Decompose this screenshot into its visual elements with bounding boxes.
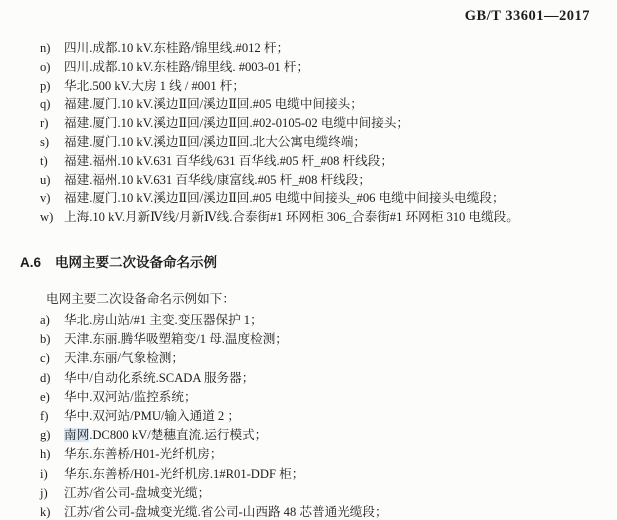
naming-example-row <box>40 369 388 388</box>
section-number: A.6 <box>20 255 42 270</box>
item-label: r) <box>40 116 49 131</box>
naming-example-row <box>40 349 388 368</box>
standard-number: GB/T 33601—2017 <box>464 8 590 24</box>
naming-example-row <box>40 484 388 503</box>
item-text: 华北.房山站/#1 主变.变压器保护 1； <box>64 313 263 327</box>
item-text: 华东.东善桥/H01-光纤机房.1#R01-DDF 柜； <box>64 466 305 481</box>
naming-example-row <box>40 114 519 133</box>
naming-example-list-a6 <box>40 311 388 520</box>
item-label: a) <box>40 313 50 327</box>
item-label: v) <box>40 191 51 206</box>
naming-example-row <box>40 465 388 484</box>
item-label: i) <box>40 466 48 481</box>
section-title: 电网主要二次设备命名示例 <box>55 255 218 270</box>
item-text: 华北.500 kV.大房 1 线 / #001 杆； <box>64 78 245 93</box>
item-label: k) <box>40 504 51 519</box>
item-label: f) <box>40 408 49 423</box>
item-label: w) <box>40 210 54 225</box>
item-label: c) <box>40 351 50 366</box>
item-text: 福建.厦门.10 kV.溪边Ⅱ回/溪边Ⅱ回.北大公寓电缆终端； <box>64 134 367 149</box>
item-label: u) <box>40 172 51 187</box>
item-label: e) <box>40 389 50 404</box>
naming-example-row <box>40 330 388 349</box>
item-text: 四川.成都.10 kV.东桂路/锦里线. #003-01 杆； <box>64 59 309 74</box>
naming-example-row <box>40 77 519 96</box>
item-text: 江苏/省公司-盘城变光缆； <box>64 485 211 500</box>
item-label: p) <box>40 78 51 93</box>
item-text: 华东.东善桥/H01-光纤机房； <box>64 447 223 462</box>
item-label: o) <box>40 59 51 74</box>
naming-example-list-a5 <box>40 39 519 227</box>
intro-sentence: 电网主要二次设备命名示例如下： <box>46 292 235 306</box>
item-text: 福建.厦门.10 kV.溪边Ⅱ回/溪边Ⅱ回.#05 电缆中间接头； <box>64 97 363 112</box>
naming-example-row <box>40 208 519 227</box>
item-label: s) <box>40 134 50 149</box>
item-text: 四川.成都.10 kV.东桂路/锦里线.#012 杆； <box>64 41 290 55</box>
naming-example-row <box>40 503 388 520</box>
item-text: 福建.厦门.10 kV.溪边Ⅱ回/溪边Ⅱ回.#05 电缆中间接头_#06 电缆中间接头电缆段； <box>64 191 505 206</box>
item-text: 福建.福州.10 kV.631 百华线/631 百华线.#05 杆_#08 杆线段； <box>64 153 393 168</box>
item-text: 华中.双河站/监控系统； <box>64 389 197 404</box>
item-text: 福建.厦门.10 kV.溪边Ⅱ回/溪边Ⅱ回.#02-0105-02 电缆中间接头； <box>64 116 410 131</box>
naming-example-row <box>40 445 388 464</box>
item-label: n) <box>40 41 51 55</box>
section-heading <box>20 251 217 271</box>
item-label: t) <box>40 153 48 168</box>
naming-example-row <box>40 171 519 190</box>
naming-example-row <box>40 388 388 407</box>
item-text: 天津.东丽.腾华吸塑箱变/1 母.温度检测； <box>64 332 288 347</box>
naming-example-row <box>40 426 388 445</box>
item-label: g) <box>40 428 51 443</box>
naming-example-row <box>40 133 519 152</box>
item-label: d) <box>40 370 51 385</box>
item-text: 华中/自动化系统.SCADA 服务器； <box>64 370 255 385</box>
scan-highlight: 南网 <box>64 428 90 443</box>
naming-example-row <box>40 39 519 58</box>
item-text: .DC800 kV/楚穗直流.运行模式； <box>89 428 268 443</box>
item-text: 江苏/省公司-盘城变光缆.省公司-山西路 48 芯普通光缆段； <box>64 504 388 519</box>
naming-example-row <box>40 152 519 171</box>
item-label: h) <box>40 447 51 462</box>
item-text: 上海.10 kV.月新Ⅳ线/月新Ⅳ线.合泰街#1 环网柜 306_合泰街#1 环网柜 310 电缆段。 <box>64 210 519 225</box>
item-label: j) <box>40 485 48 500</box>
item-text: 天津.东丽/气象检测； <box>64 351 184 366</box>
naming-example-row <box>40 311 388 330</box>
item-label: q) <box>40 97 51 112</box>
naming-example-row <box>40 58 519 77</box>
naming-example-row <box>40 407 388 426</box>
item-text: 福建.福州.10 kV.631 百华线/康富线.#05 杆_#08 杆线段； <box>64 172 371 187</box>
item-label: b) <box>40 332 51 347</box>
item-text: 华中.双河站/PMU/输入通道 2 ； <box>64 408 240 423</box>
naming-example-row <box>40 95 519 114</box>
naming-example-row <box>40 189 519 208</box>
